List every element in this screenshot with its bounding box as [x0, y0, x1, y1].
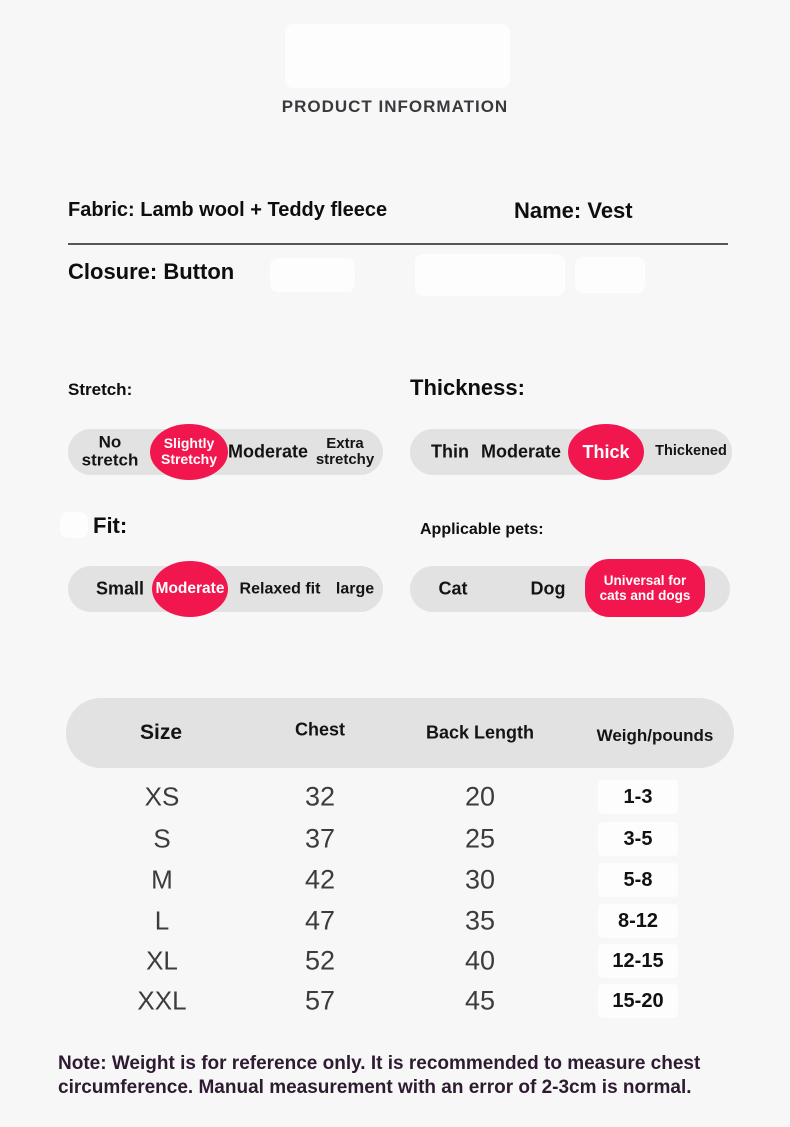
cell-size: L	[154, 905, 170, 936]
cell-chest: 52	[304, 945, 336, 976]
fit-label: Fit:	[93, 513, 128, 538]
cell-size: M	[151, 864, 173, 895]
cell-back-length: 20	[464, 781, 496, 812]
closure-label: Closure: Button	[68, 259, 235, 284]
option-moderate: Moderate	[480, 441, 562, 462]
table-row	[0, 901, 790, 941]
reference-note: Note: Weight is for reference only. It is recommended to measure chest circumference. Manual measurement with an error of 2-3cm is normal.	[58, 1053, 701, 1098]
applicable-pets-selector	[410, 566, 730, 612]
selected-option-label: Thick	[582, 441, 630, 462]
selected-option-label: Universal for cats and dogs	[599, 572, 691, 603]
option-dog: Dog	[530, 578, 566, 599]
selected-option-moderate	[152, 561, 228, 617]
cell-chest: 42	[304, 864, 336, 895]
cell-weight: 1-3	[598, 780, 678, 814]
cell-back-length: 45	[464, 985, 496, 1016]
option-cat: Cat	[438, 578, 468, 599]
option-extra-stretchy: Extra stretchy	[315, 434, 375, 468]
thickness-label: Thickness:	[410, 375, 525, 400]
cell-chest: 57	[304, 985, 336, 1016]
table-row	[0, 819, 790, 859]
header-size: Size	[139, 721, 183, 744]
option-relaxed-fit: Relaxed fit	[239, 580, 321, 598]
selected-option-thick	[568, 424, 644, 480]
faded-text-placeholder	[575, 257, 645, 293]
cell-chest: 37	[304, 823, 336, 854]
page-title: PRODUCT INFORMATION	[281, 97, 509, 116]
fabric-label: Fabric: Lamb wool + Teddy fleece	[68, 199, 388, 221]
cell-weight: 5-8	[598, 863, 678, 897]
cell-back-length: 30	[464, 864, 496, 895]
size-table-header	[66, 698, 734, 768]
faded-logo-placeholder	[285, 24, 510, 88]
divider-line	[68, 243, 728, 245]
option-no-stretch: No stretch	[81, 432, 139, 470]
option-moderate: Moderate	[227, 441, 309, 462]
stretch-selector	[68, 429, 383, 475]
faded-text-placeholder	[270, 258, 355, 292]
faded-text-placeholder	[415, 254, 565, 296]
cell-size: XXL	[137, 985, 187, 1016]
table-row	[0, 981, 790, 1021]
header-back-length: Back Length	[425, 722, 535, 743]
table-row	[0, 941, 790, 981]
selected-option-slightly-stretchy	[150, 424, 228, 480]
option-thickened: Thickened	[655, 443, 727, 460]
option-small: Small	[95, 578, 145, 599]
selected-option-universal	[585, 559, 705, 617]
product-name-label: Name: Vest	[514, 198, 633, 223]
selected-option-label: Moderate	[155, 580, 225, 598]
cell-size: XL	[146, 945, 178, 976]
selected-option-label: Slightly Stretchy	[160, 435, 218, 467]
cell-chest: 32	[304, 781, 336, 812]
cell-back-length: 35	[464, 905, 496, 936]
table-row	[0, 777, 790, 817]
option-thin: Thin	[431, 441, 469, 462]
cell-chest: 47	[304, 905, 336, 936]
cell-back-length: 25	[464, 823, 496, 854]
option-large: large	[335, 580, 375, 598]
stretch-label: Stretch:	[68, 380, 133, 399]
faded-text-placeholder	[60, 512, 88, 538]
thickness-selector	[410, 429, 732, 475]
cell-weight: 15-20	[598, 984, 678, 1018]
applicable-pets-label: Applicable pets:	[420, 521, 544, 538]
cell-weight: 3-5	[598, 822, 678, 856]
fit-selector	[68, 566, 383, 612]
header-weight: Weigh/pounds	[596, 725, 714, 745]
cell-weight: 8-12	[598, 904, 678, 938]
cell-size: XS	[144, 781, 180, 812]
cell-weight: 12-15	[598, 944, 678, 978]
header-chest: Chest	[294, 719, 346, 740]
cell-size: S	[153, 823, 171, 854]
cell-back-length: 40	[464, 945, 496, 976]
table-row	[0, 860, 790, 900]
